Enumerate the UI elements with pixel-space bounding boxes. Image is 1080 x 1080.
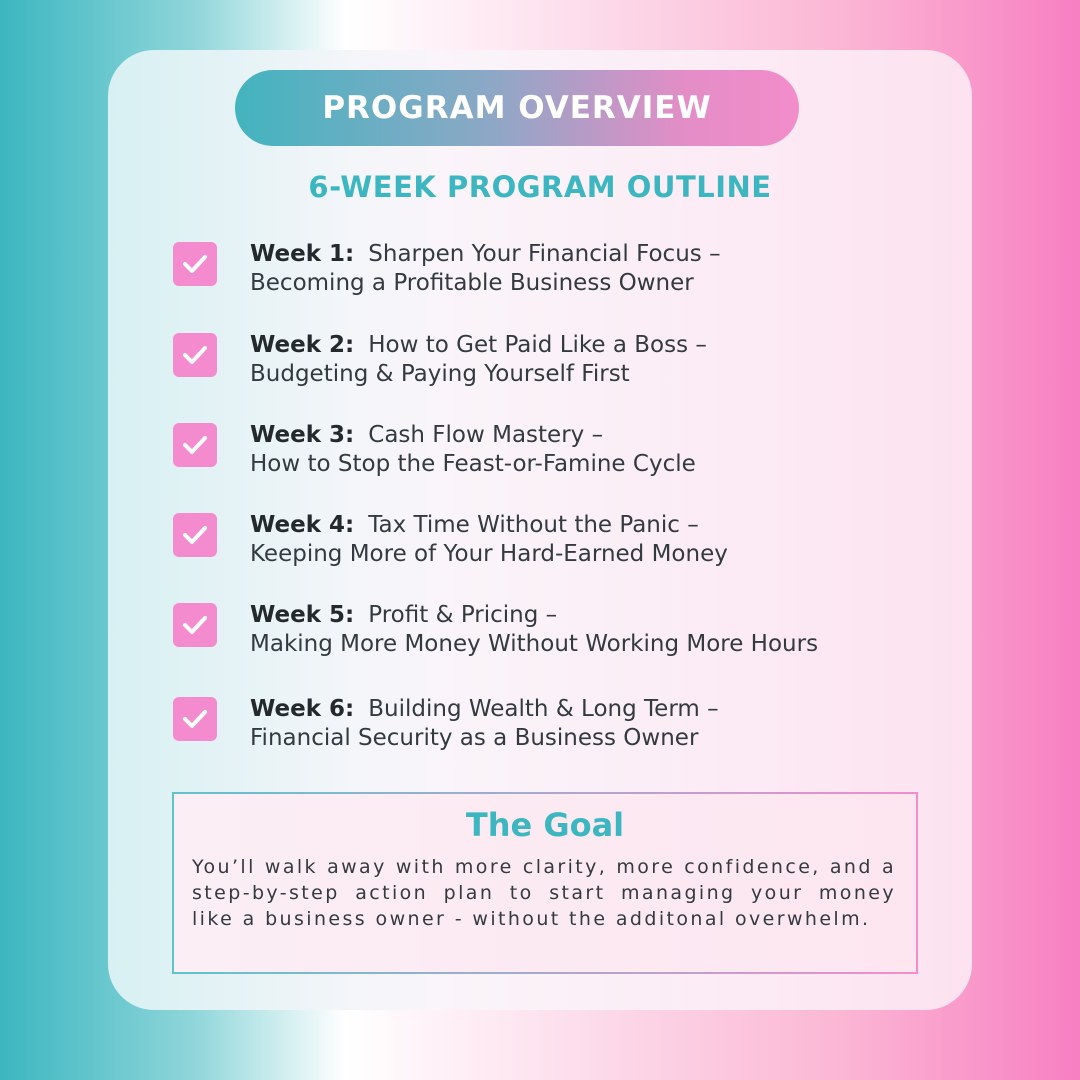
checkbox-checked-icon	[173, 333, 217, 377]
checkbox-checked-icon	[173, 697, 217, 741]
week-title-line1: Sharpen Your Financial Focus –	[368, 241, 721, 267]
week-title-line2: Becoming a Profitable Business Owner	[250, 270, 694, 296]
week-title-line2: Budgeting & Paying Yourself First	[250, 361, 630, 387]
week-title-line1: How to Get Paid Like a Boss –	[368, 332, 707, 358]
week-title-line1: Profit & Pricing –	[368, 602, 558, 628]
week-title-line1: Cash Flow Mastery –	[368, 422, 604, 448]
checkbox-checked-icon	[173, 513, 217, 557]
week-title-line1: Building Wealth & Long Term –	[368, 696, 719, 722]
week-title-line1: Tax Time Without the Panic –	[368, 512, 699, 538]
program-overview-banner	[235, 70, 799, 146]
overview-card	[108, 50, 972, 1010]
week-item-4	[173, 511, 933, 581]
week-title-line2: Making More Money Without Working More Hours	[250, 631, 819, 657]
week-label: Week 1:	[250, 241, 355, 267]
week-item-5	[173, 601, 933, 671]
goal-title: The Goal	[465, 806, 625, 844]
checkbox-checked-icon	[173, 603, 217, 647]
outline-title: 6-WEEK PROGRAM OUTLINE	[308, 170, 772, 204]
week-item-3	[173, 421, 933, 491]
week-text	[250, 331, 930, 389]
goal-text: You’ll walk away with more clarity, more confidence, and a step-by-step action plan to start managing your money like a business owner - without the additonal overwhelm.	[192, 856, 896, 930]
week-label: Week 3:	[250, 422, 355, 448]
week-item-6	[173, 695, 933, 765]
week-title-line2: How to Stop the Feast-or-Famine Cycle	[250, 451, 696, 477]
week-text	[250, 695, 930, 753]
week-text	[250, 240, 930, 298]
week-label: Week 5:	[250, 602, 355, 628]
banner-title: PROGRAM OVERVIEW	[322, 90, 712, 126]
week-item-2	[173, 331, 933, 401]
goal-box	[172, 792, 918, 974]
week-text	[250, 421, 930, 479]
week-text	[250, 511, 930, 569]
week-label: Week 2:	[250, 332, 355, 358]
week-label: Week 6:	[250, 696, 355, 722]
checkbox-checked-icon	[173, 423, 217, 467]
week-title-line2: Financial Security as a Business Owner	[250, 725, 699, 751]
checkbox-checked-icon	[173, 242, 217, 286]
week-text	[250, 601, 930, 659]
week-item-1	[173, 240, 933, 310]
week-label: Week 4:	[250, 512, 355, 538]
week-title-line2: Keeping More of Your Hard-Earned Money	[250, 541, 728, 567]
